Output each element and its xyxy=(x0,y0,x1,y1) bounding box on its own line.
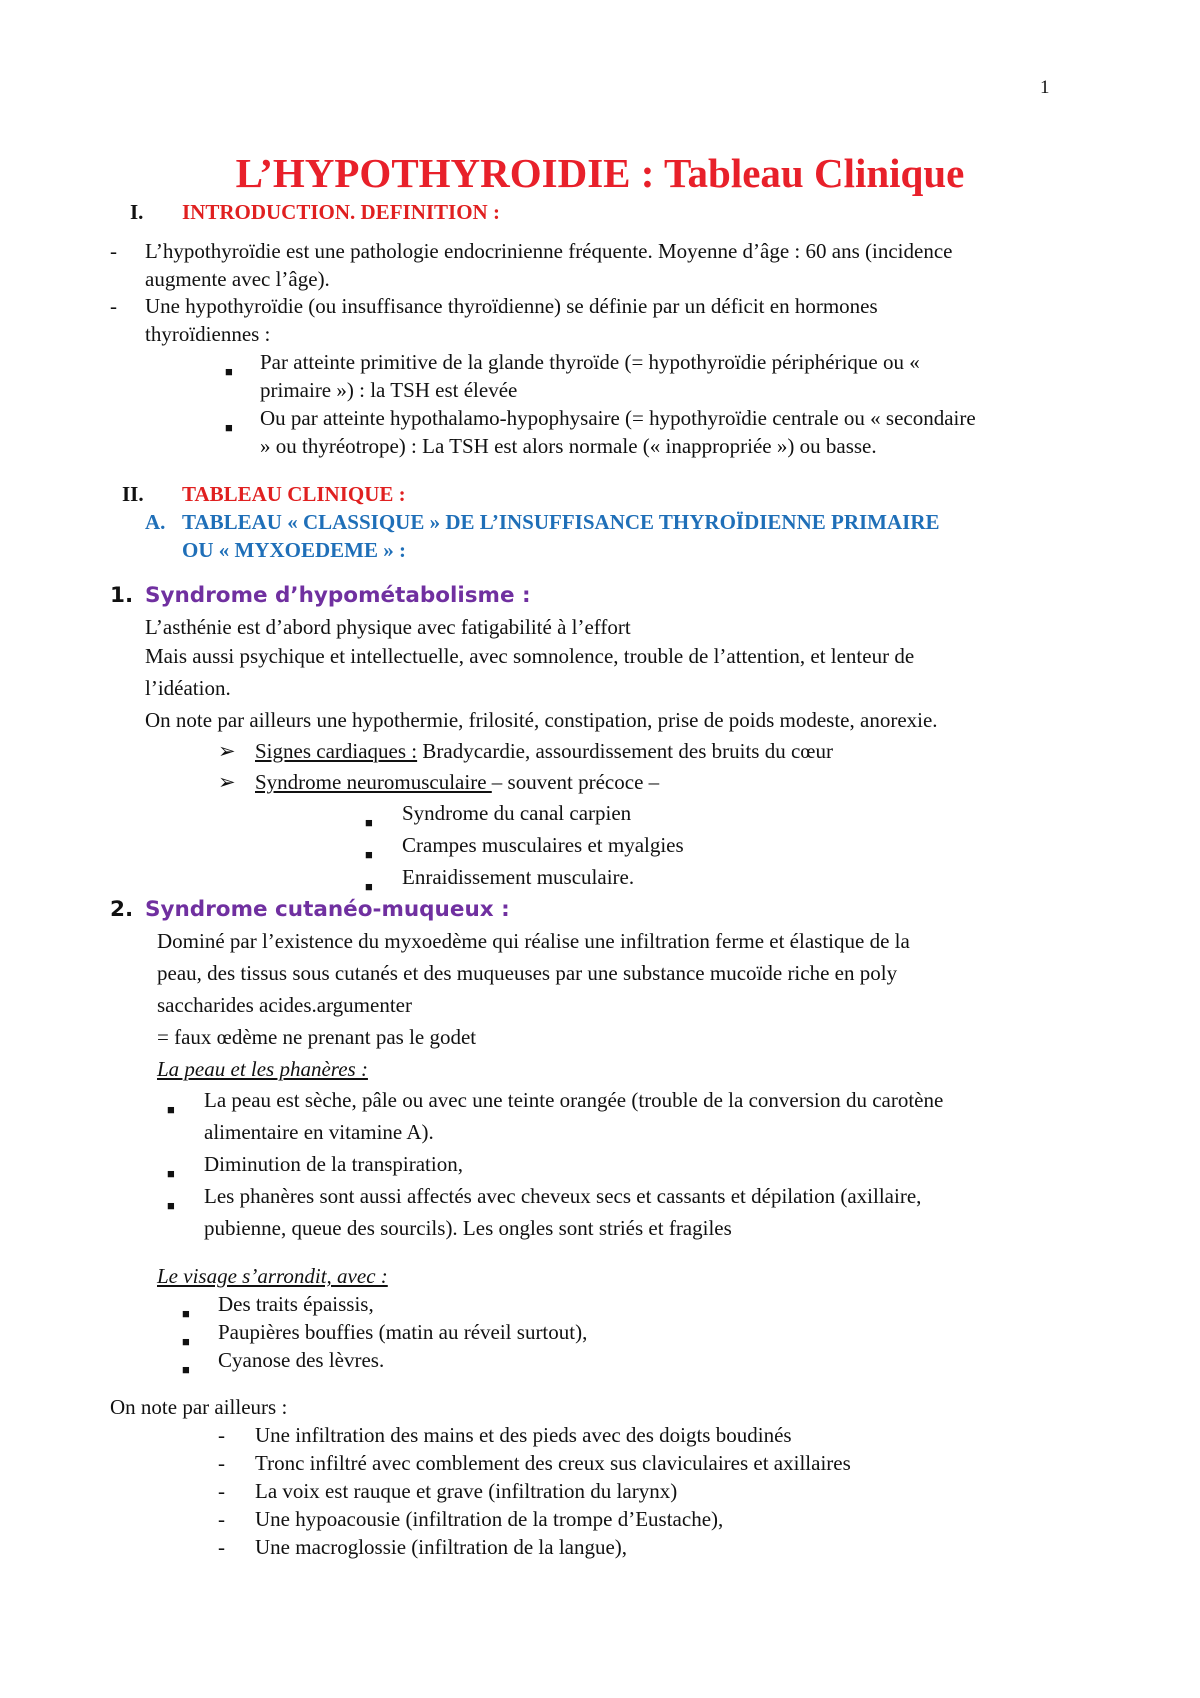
part-1-heading: Syndrome d’hypométabolisme : xyxy=(145,583,531,608)
square-bullet: ■ xyxy=(182,1334,190,1349)
paragraph-line: l’idéation. xyxy=(145,676,231,700)
square-bullet: ■ xyxy=(167,1198,175,1213)
subsection-a-number: A. xyxy=(145,510,166,534)
subsection-a-heading: TABLEAU « CLASSIQUE » DE L’INSUFFISANCE THYROÏDIENNE PRIMAIRE xyxy=(182,510,940,534)
paragraph-line: On note par ailleurs une hypothermie, frilosité, constipation, prise de poids modeste, anorexie. xyxy=(145,708,938,732)
dash-bullet: - xyxy=(218,1423,225,1447)
also-item: Une infiltration des mains et des pieds avec des doigts boudinés xyxy=(255,1423,792,1447)
paragraph-line: L’asthénie est d’abord physique avec fatigabilité à l’effort xyxy=(145,615,631,639)
skin-item: La peau est sèche, pâle ou avec une teinte orangée (trouble de la conversion du carotène xyxy=(204,1088,944,1112)
arrow-item-label: Signes cardiaques : xyxy=(255,739,418,763)
paragraph-line: Dominé par l’existence du myxoedème qui réalise une infiltration ferme et élastique de la xyxy=(157,929,910,953)
skin-item: pubienne, queue des sourcils). Les ongles sont striés et fragiles xyxy=(204,1216,732,1240)
also-item: La voix est rauque et grave (infiltration du larynx) xyxy=(255,1479,678,1503)
face-heading: Le visage s’arrondit, avec : xyxy=(157,1264,388,1288)
dash-bullet: - xyxy=(218,1507,225,1531)
dash-bullet: - xyxy=(218,1479,225,1503)
skin-item: Diminution de la transpiration, xyxy=(204,1152,463,1176)
page-title: L’HYPOTHYROIDIE : Tableau Clinique xyxy=(235,150,965,196)
square-bullet: ■ xyxy=(365,847,373,862)
part-1-number: 1. xyxy=(110,583,134,608)
dash-bullet: - xyxy=(110,294,117,318)
arrow-item xyxy=(255,737,833,765)
subsection-a-heading: OU « MYXOEDEME » : xyxy=(182,538,406,562)
square-bullet: ■ xyxy=(225,420,233,435)
also-item: Tronc infiltré avec comblement des creux sus claviculaires et axillaires xyxy=(255,1451,851,1475)
paragraph-line: = faux œdème ne prenant pas le godet xyxy=(157,1025,477,1049)
arrow-item-text: – souvent précoce – xyxy=(491,770,660,794)
part-2-heading: Syndrome cutanéo-muqueux : xyxy=(145,897,510,922)
paragraph-line: saccharides acides.argumenter xyxy=(157,993,412,1017)
skin-item: alimentaire en vitamine A). xyxy=(204,1120,434,1144)
page-number: 1 xyxy=(1040,77,1050,98)
section-2-heading: TABLEAU CLINIQUE : xyxy=(182,482,406,506)
dash-bullet: - xyxy=(110,239,117,263)
square-bullet: ■ xyxy=(182,1306,190,1321)
section-1-number: I. xyxy=(130,200,144,224)
section-2-number: II. xyxy=(122,482,144,506)
intro-line: L’hypothyroïdie est une pathologie endocrinienne fréquente. Moyenne d’âge : 60 ans (incidence xyxy=(145,239,953,263)
arrow-item-text: Bradycardie, assourdissement des bruits du cœur xyxy=(417,739,833,763)
skin-item: Les phanères sont aussi affectés avec cheveux secs et cassants et dépilation (axillaire, xyxy=(204,1184,922,1208)
square-bullet: ■ xyxy=(182,1362,190,1377)
face-item: Paupières bouffies (matin au réveil surtout), xyxy=(218,1320,588,1344)
arrow-item-label: Syndrome neuromusculaire xyxy=(255,770,492,794)
intro-subline: Ou par atteinte hypothalamo-hypophysaire (= hypothyroïdie centrale ou « secondaire xyxy=(260,406,976,430)
paragraph-line: peau, des tissus sous cutanés et des muqueuses par une substance mucoïde riche en poly xyxy=(157,961,898,985)
arrow-bullet-icon: ➢ xyxy=(218,739,236,763)
intro-subline: primaire ») : la TSH est élevée xyxy=(260,378,518,402)
part-2-number: 2. xyxy=(110,897,134,922)
square-bullet: ■ xyxy=(167,1166,175,1181)
section-1-heading: INTRODUCTION. DEFINITION : xyxy=(182,200,500,224)
neuro-item: Enraidissement musculaire. xyxy=(402,865,635,889)
also-item: Une hypoacousie (infiltration de la trompe d’Eustache), xyxy=(255,1507,724,1531)
intro-line: thyroïdiennes : xyxy=(145,322,271,346)
paragraph-line: Mais aussi psychique et intellectuelle, avec somnolence, trouble de l’attention, et lenteur de xyxy=(145,644,915,668)
skin-heading: La peau et les phanères : xyxy=(157,1057,368,1081)
square-bullet: ■ xyxy=(225,364,233,379)
also-item: Une macroglossie (infiltration de la langue), xyxy=(255,1535,628,1559)
dash-bullet: - xyxy=(218,1535,225,1559)
face-item: Cyanose des lèvres. xyxy=(218,1348,385,1372)
arrow-bullet-icon: ➢ xyxy=(218,770,236,794)
also-intro: On note par ailleurs : xyxy=(110,1395,288,1419)
neuro-item: Crampes musculaires et myalgies xyxy=(402,833,684,857)
intro-subline: Par atteinte primitive de la glande thyroïde (= hypothyroïdie périphérique ou « xyxy=(260,350,920,374)
face-item: Des traits épaissis, xyxy=(218,1292,374,1316)
intro-line: Une hypothyroïdie (ou insuffisance thyroïdienne) se définie par un déficit en hormones xyxy=(145,294,878,318)
neuro-item: Syndrome du canal carpien xyxy=(402,801,632,825)
intro-subline: » ou thyréotrope) : La TSH est alors normale (« inappropriée ») ou basse. xyxy=(260,434,877,458)
square-bullet: ■ xyxy=(365,879,373,894)
square-bullet: ■ xyxy=(365,815,373,830)
dash-bullet: - xyxy=(218,1451,225,1475)
arrow-item xyxy=(255,768,659,796)
intro-line: augmente avec l’âge). xyxy=(145,267,330,291)
square-bullet: ■ xyxy=(167,1102,175,1117)
